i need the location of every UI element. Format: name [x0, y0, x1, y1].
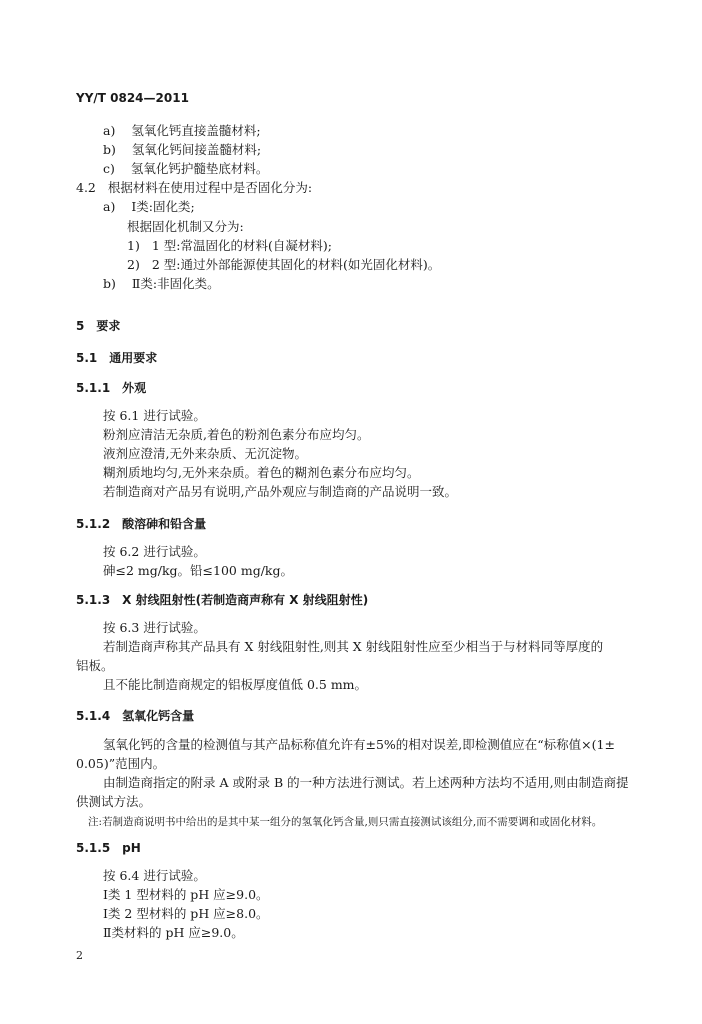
sub-list-item: [127, 257, 440, 273]
clause-4-2: [76, 180, 312, 196]
paragraph: 铝板。: [76, 658, 114, 673]
paragraph: 砷≤2 mg/kg。铅≤100 mg/kg。: [103, 563, 293, 578]
section-heading: [76, 380, 146, 396]
paragraph: 按 6.2 进行试验。: [103, 544, 206, 559]
section-title: X 射线阻射性(若制造商声称有 X 射线阻射性): [122, 593, 369, 607]
paragraph: 且不能比制造商规定的铝板厚度值低 0.5 mm。: [103, 677, 368, 692]
list-label: a): [103, 199, 116, 214]
list-label: 2): [127, 257, 140, 272]
section-heading: [76, 708, 194, 724]
paragraph: Ⅰ类 1 型材料的 pH 应≥9.0。: [103, 887, 269, 902]
section-title: 氢氧化钙含量: [122, 709, 195, 723]
list-item: [103, 276, 220, 292]
section-number: 5.1.3: [76, 593, 111, 607]
paragraph: 供测试方法。: [76, 794, 152, 809]
paragraph: 按 6.4 进行试验。: [103, 868, 206, 883]
paragraph: 按 6.1 进行试验。: [103, 408, 206, 423]
standard-code: YY/T 0824—2011: [76, 91, 189, 105]
list-subtext: 根据固化机制又分为:: [127, 219, 244, 234]
list-item: [103, 199, 195, 215]
list-text: Ⅱ类:非固化类。: [131, 276, 220, 291]
section-number: 5.1.2: [76, 517, 111, 531]
paragraph: Ⅱ类材料的 pH 应≥9.0。: [103, 925, 244, 940]
section-heading: [76, 592, 368, 608]
paragraph: 糊剂质地均匀,无外来杂质。着色的糊剂色素分布应均匀。: [103, 465, 420, 480]
list-text: 氢氧化钙间接盖髓材料;: [131, 142, 262, 157]
section-heading: [76, 350, 157, 366]
paragraph: 液剂应澄清,无外来杂质、无沉淀物。: [103, 446, 307, 461]
list-label: 1): [127, 238, 140, 253]
section-number: 5.1.4: [76, 709, 111, 723]
section-number: 5.1.1: [76, 381, 111, 395]
paragraph: 按 6.3 进行试验。: [103, 620, 206, 635]
list-text: 氢氧化钙直接盖髓材料;: [131, 123, 261, 138]
list-item: [103, 161, 268, 177]
section-number: 5.1.5: [76, 841, 111, 855]
list-text: 氢氧化钙护髓垫底材料。: [130, 161, 269, 176]
paragraph: 若制造商声称其产品具有 X 射线阻射性,则其 X 射线阻射性应至少相当于与材料同等厚度的: [103, 639, 604, 654]
list-item: [103, 142, 261, 158]
list-label: a): [103, 123, 116, 138]
section-number: 5: [76, 319, 85, 333]
page-number: 2: [76, 949, 83, 962]
section-title: pH: [122, 841, 141, 855]
paragraph: 0.05)”范围内。: [76, 756, 166, 771]
paragraph: 粉剂应清洁无杂质,着色的粉剂色素分布应均匀。: [103, 427, 370, 442]
paragraph: 氢氧化钙的含量的检测值与其产品标称值允许有±5%的相对误差,即检测值应在“标称值×(1±: [103, 737, 615, 752]
clause-number: 4.2: [76, 180, 96, 195]
clause-text: 根据材料在使用过程中是否固化分为:: [107, 180, 313, 195]
section-heading: [76, 840, 141, 856]
sub-list-item: [127, 238, 332, 254]
list-text: Ⅰ类:固化类;: [131, 199, 195, 214]
note: 注:若制造商说明书中给出的是其中某一组分的氢氧化钙含量,则只需直接测试该组分,而不需要调和或固化材料。: [88, 816, 603, 828]
section-number: 5.1: [76, 351, 98, 365]
section-title: 酸溶砷和铅含量: [122, 517, 207, 531]
list-text: 2 型:通过外部能源使其固化的材料(如光固化材料)。: [151, 257, 441, 272]
list-text: 1 型:常温固化的材料(自凝材料);: [151, 238, 332, 253]
section-heading: [76, 318, 120, 334]
list-label: b): [103, 276, 116, 291]
paragraph: 若制造商对产品另有说明,产品外观应与制造商的产品说明一致。: [103, 484, 457, 499]
paragraph: Ⅰ类 2 型材料的 pH 应≥8.0。: [103, 906, 269, 921]
section-title: 外观: [122, 381, 147, 395]
list-label: b): [103, 142, 116, 157]
list-label: c): [103, 161, 115, 176]
paragraph: 由制造商指定的附录 A 或附录 B 的一种方法进行测试。若上述两种方法均不适用,则由制造商提: [103, 775, 629, 790]
section-heading: [76, 516, 206, 532]
section-title: 要求: [96, 319, 121, 333]
list-item: [103, 123, 261, 139]
section-title: 通用要求: [109, 351, 158, 365]
